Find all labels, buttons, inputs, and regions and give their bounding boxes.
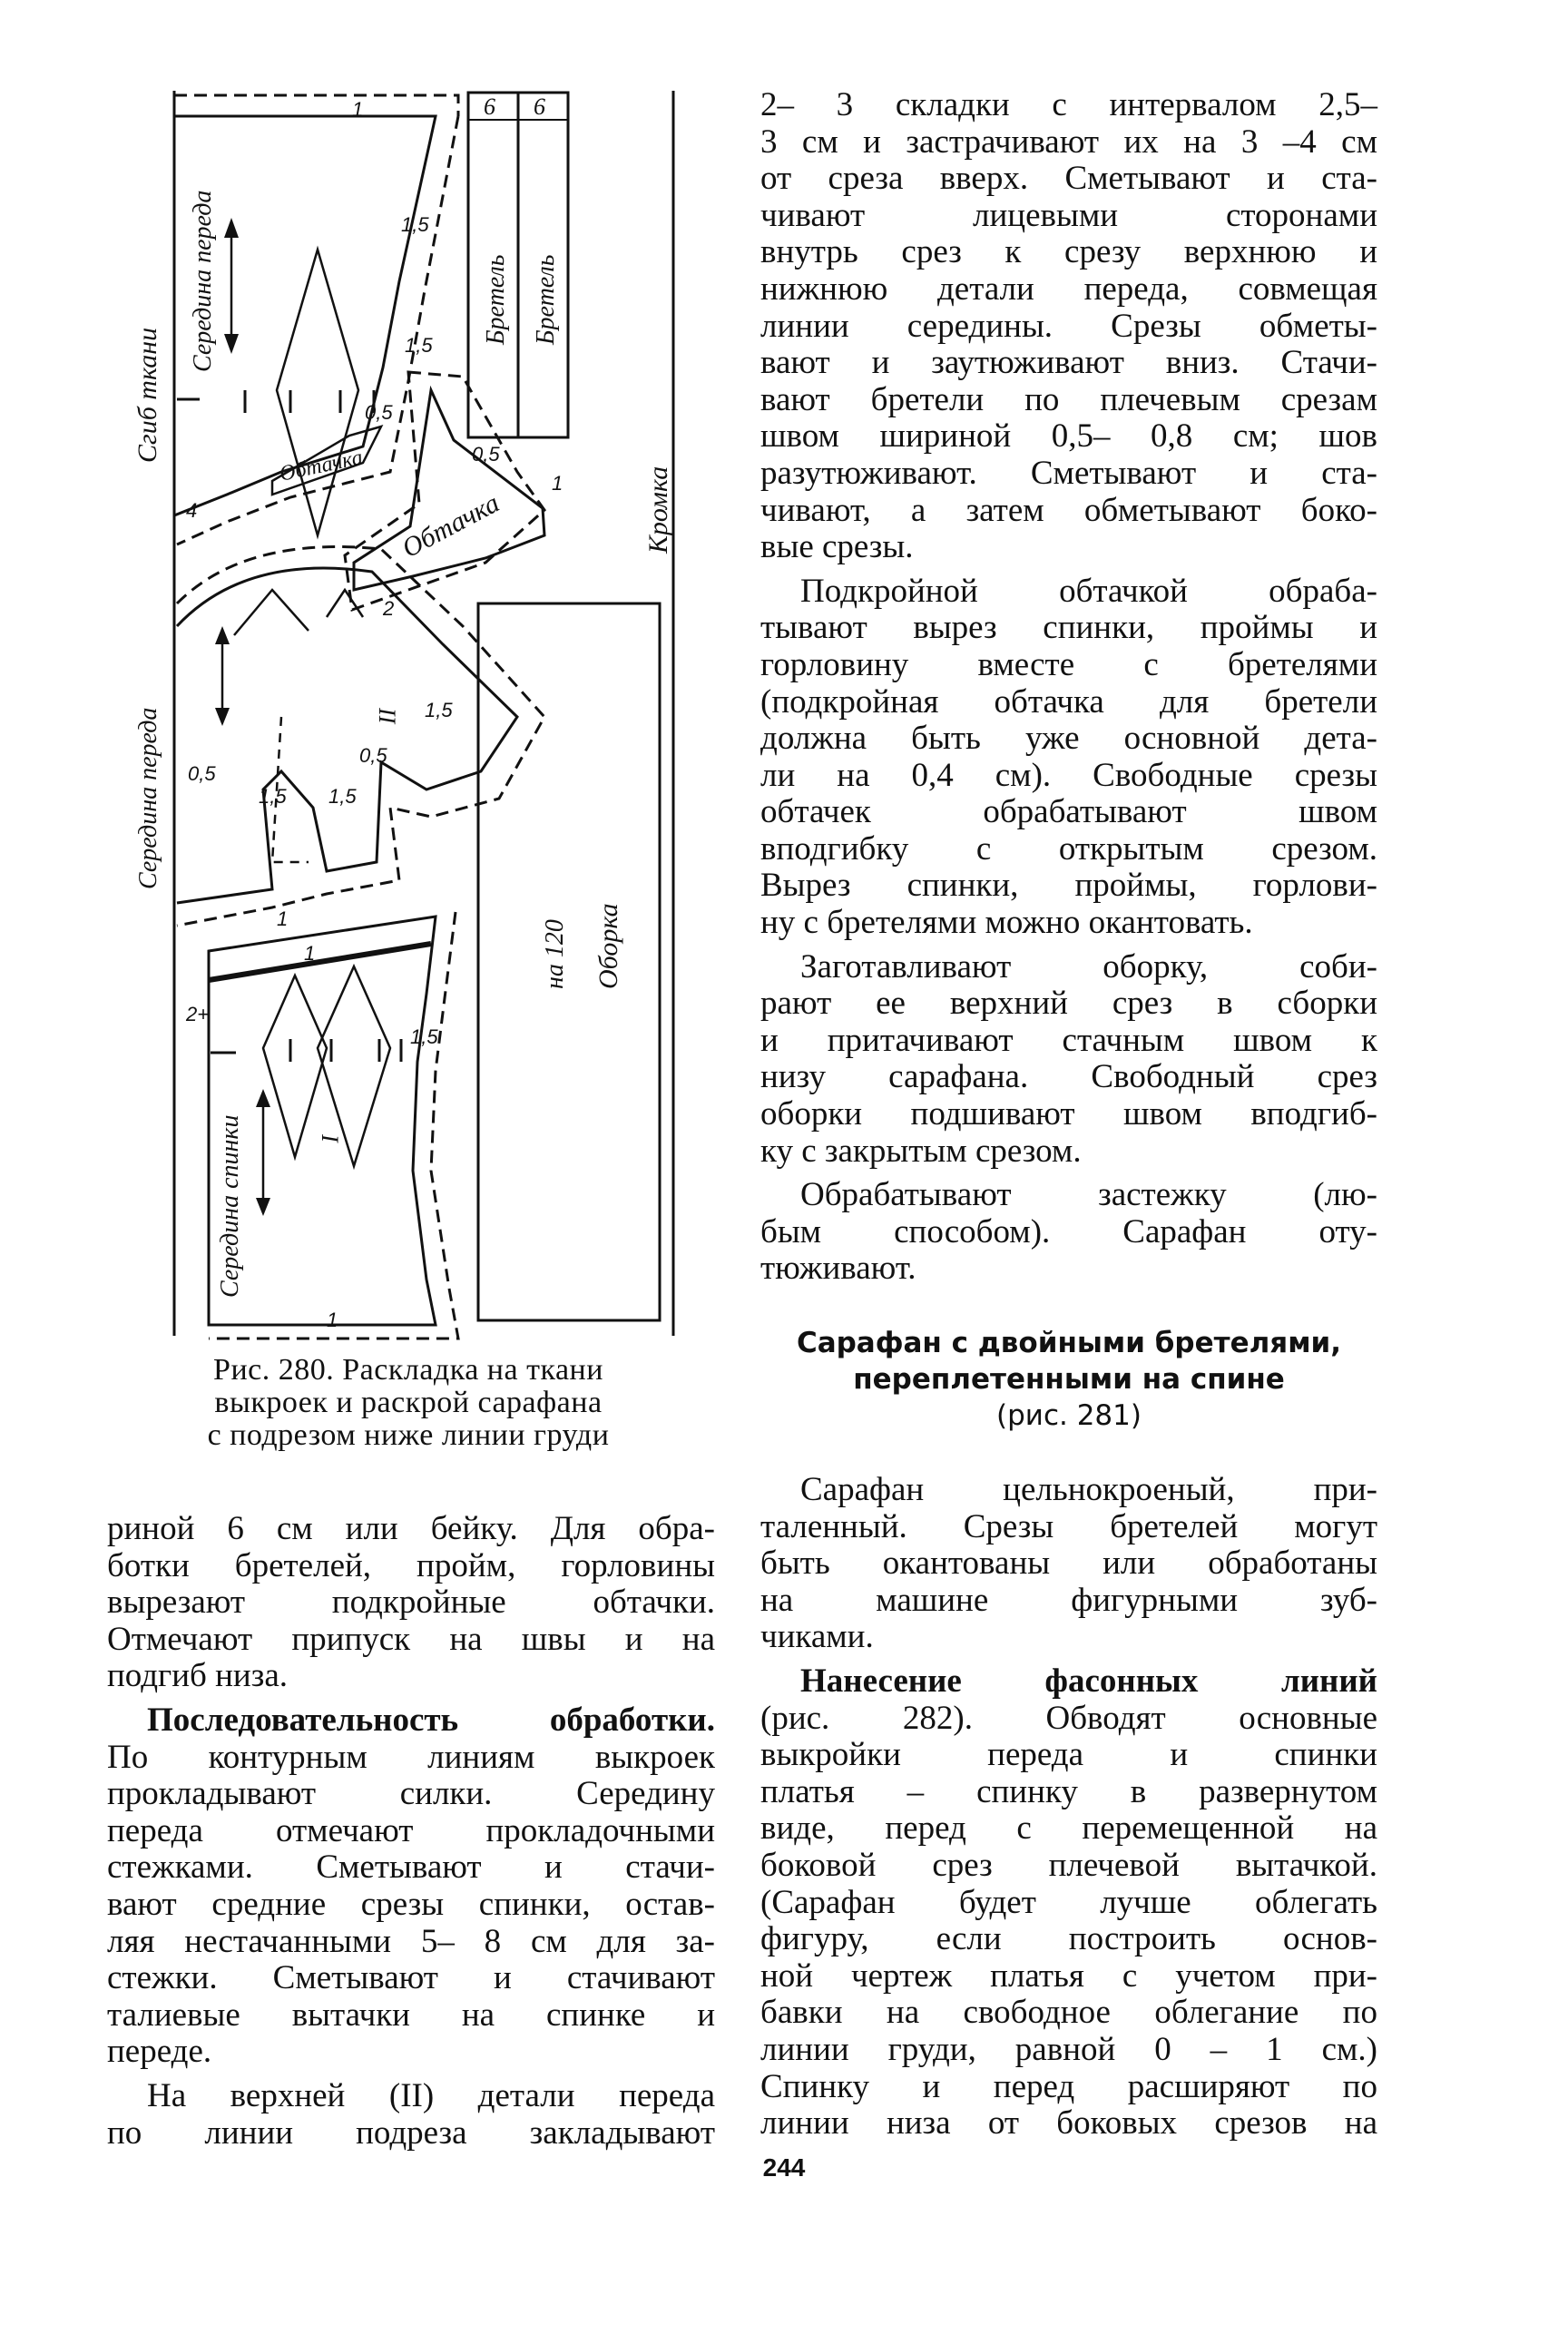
paragraph: 2– 3 складки с интервалом 2,5– 3 см и застрачивают их на 3 –4 см от среза вверх. Сметывают и ста- чивают лицевыми сторонами внутрь срез к срезу верхнюю и нижнюю детали переда, совмещая линии середины. Срезы обметы- вают и заутюживают вниз. Стачи- вают бретели по плечевым срезам швом шириной 0,5– 0,8 см; шов разутюживают. Сметывают и ста- чивают, а затем обметывают боко- вые срезы. [760,86,1377,566]
page-number: 244 [762,2153,806,2182]
paragraph: На верхней (II) детали переда [147,2076,715,2114]
arrow-head-3 [215,626,230,644]
mark-2-plus: 2+ [186,1003,210,1025]
paragraph: бым способом). Сарафан оту- тюживают. [760,1212,1377,1288]
paragraph: Сарафан цельнокроеный, при- [800,1471,1377,1508]
mark-1-5: 1,5 [259,785,287,808]
caption-line: Рис. 280. Раскладка на ткани [213,1353,603,1387]
label-fold: Сгиб ткани [132,327,162,463]
mark-1: 1 [352,98,364,121]
pattern-layout-diagram [132,82,681,1352]
mark-1: 1 [327,1309,338,1331]
mark-0-5: 0,5 [359,744,387,767]
frill-rectangle [478,603,660,1320]
mark-1: 1 [552,472,564,495]
paragraph: таленный. Срезы бретелей могут быть окантованы или обработаны на машине фигурными зуб- чиками. [760,1507,1377,1656]
mark-0-5: 0,5 [365,401,393,424]
mark-1-5: 1,5 [410,1025,438,1048]
mark-1-5: 1,5 [401,213,429,236]
paragraph: Нанесение фасонных линий [800,1662,1377,1700]
label-strap-width-2: 6 [534,93,545,120]
arrow-head-6 [256,1198,270,1216]
left-column-bottom [107,1511,715,2159]
mark-1: 1 [304,942,316,965]
right-column-top [760,87,1377,1295]
label-piece-1: I [317,1134,343,1142]
caption-line: выкроек и раскрой сарафана [214,1386,603,1419]
arrow-head-2 [224,334,239,354]
label-back-center: Середина спинки [216,1114,244,1298]
mark-4: 4 [186,499,198,522]
mark-2: 2 [383,597,395,620]
section-figure-ref: (рис. 281) [996,1399,1142,1432]
section-title-line-1: Сарафан с двойными бретелями, [796,1327,1342,1359]
section-title-line-2: переплетенными на спине [853,1363,1285,1396]
section-heading [760,1325,1377,1434]
paragraph: Заготавливают оборку, соби- [800,947,1377,986]
label-frill: Оборка [593,903,623,989]
tick-marks-back [211,1039,401,1062]
label-piece-2: II [374,708,400,724]
label-facing-1: Обтачка [277,446,366,486]
paragraph: Последовательность обработки. [147,1701,715,1739]
arrow-head-1 [224,218,239,238]
figure-caption [136,1354,681,1452]
mark-1-5: 1,5 [328,785,357,808]
paragraph: рают ее верхний срез в сборки и притачивают стачным швом к низу сарафана. Свободный срез оборки подшивают швом вподгиб- ку с закрытым срезом. [760,985,1377,1170]
mark-1-5: 1,5 [405,334,433,357]
tick-marks-front [177,390,374,413]
waist-seam [209,944,431,980]
paragraph: По контурным линиям выкроек прокладывают силки. Середину переда отмечают прокладочными стежками. Сметывают и стачи- вают средние срезы спинки, остав- ляя нестачанными 5– 8 см для за- стежки. Сметывают и стачивают талиевые вытачки на спинке и переде. [107,1738,715,2071]
paragraph: риной 6 см или бейку. Для обра- ботки бретелей, пройм, горловины вырезают подкройные обтачки. Отмечают припуск на швы и на подгиб низа. [107,1510,715,1695]
paragraph: тывают вырез спинки, проймы и горловину вместе с бретелями (подкройная обтачка для бретели должна быть уже основной дета- ли на 0,4 см). Свободные срезы обтачек обрабатывают швом вподгибку с открытым срезом. Вырез спинки, проймы, горлови- ну с бретелями можно окантовать. [760,609,1377,942]
mark-1: 1 [277,907,289,930]
label-front-center-mid: Середина переда [134,707,162,889]
paragraph: Обрабатывают застежку (лю- [800,1176,1377,1214]
paragraph: (рис. 282). Обводят основные выкройки переда и спинки платья – спинку в развернутом виде, перед с перемещенной на боковой срез плечевой вытачкой. (Сарафан будет лучше облегать фигуру, если построить основ- ной чертеж платья с учетом при- бавки на свободное облегание по линии груди, равной 0 – 1 см.) Спинку и перед расширяют по линии низа от боковых срезов на [760,1699,1377,2143]
upper-front-allowance [174,95,458,116]
mark-1-5: 1,5 [425,699,453,721]
caption-line: с подрезом ниже линии груди [207,1418,610,1452]
label-frill-width: на 120 [541,919,569,989]
label-facing-2: Обтачка [397,487,505,564]
small-dart-2 [327,590,363,617]
pattern-layout-figure [132,82,681,1352]
paragraph: Подкройной обтачкой обраба- [800,572,1377,610]
mark-0-5: 0,5 [188,762,216,785]
label-edge: Кромка [643,466,673,554]
small-dart-1 [234,590,309,635]
mark-0-5: 0,5 [472,443,500,466]
label-strap-width-1: 6 [484,93,495,120]
arrow-head-4 [215,708,230,726]
label-strap-2: Бретель [532,254,560,345]
label-strap-1: Бретель [482,254,510,345]
right-column-bottom [760,1472,1377,2150]
back-dart-1 [263,976,327,1157]
label-front-center-top: Середина переда [189,190,217,372]
middle-front-piece [177,568,517,903]
arrow-head-5 [256,1089,270,1107]
paragraph: по линии подреза закладывают [107,2113,715,2152]
